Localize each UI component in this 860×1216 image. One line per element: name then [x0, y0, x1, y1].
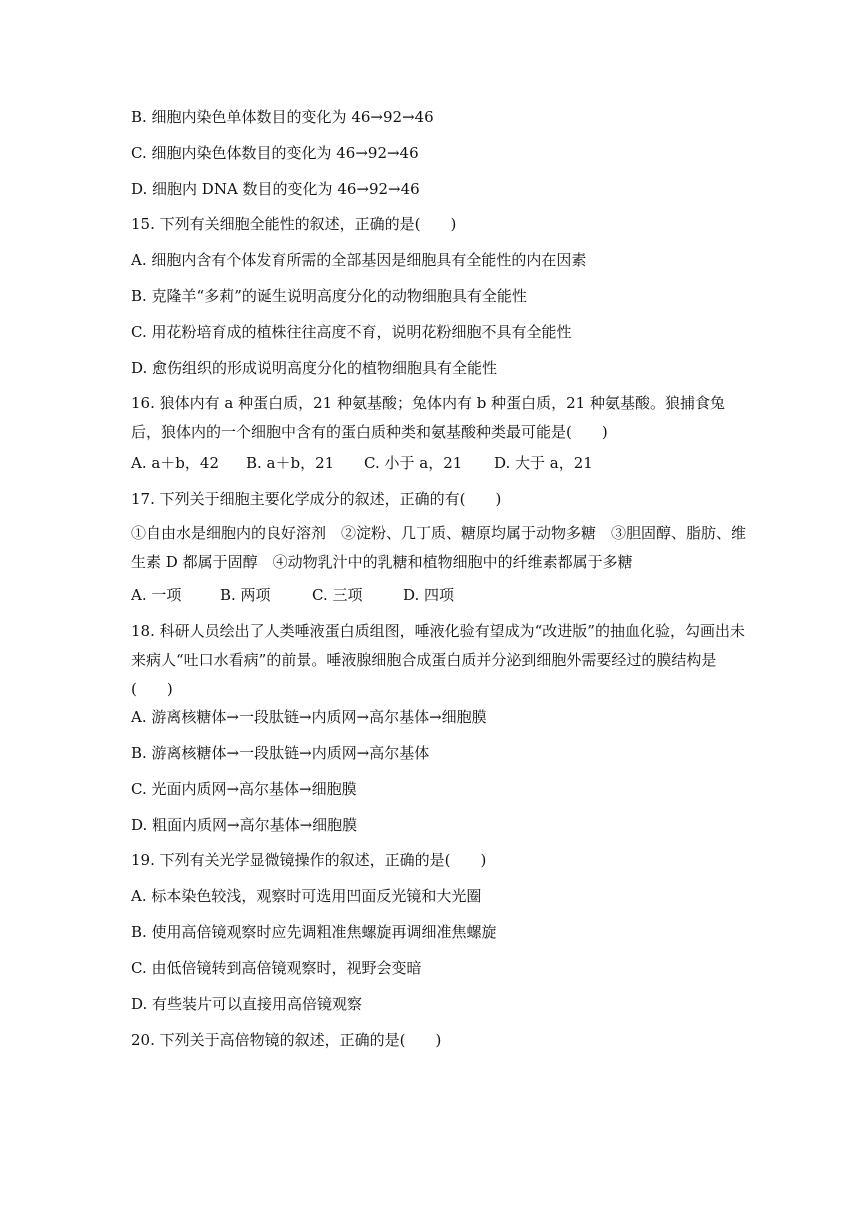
q16-options: [131, 451, 751, 475]
question-19: 19. 下列有关光学显微镜操作的叙述，正确的是( ): [131, 851, 487, 869]
q14-option-b: B. 细胞内染色单体数目的变化为 46→92→46: [131, 108, 434, 126]
q18-option-b: B. 游离核糖体→一段肽链→内质网→高尔基体: [131, 744, 430, 762]
q19-option-c: C. 由低倍镜转到高倍镜观察时，视野会变暗: [131, 959, 422, 977]
q19-option-b: B. 使用高倍镜观察时应先调粗准焦螺旋再调细准焦螺旋: [131, 923, 497, 941]
q15-option-d: D. 愈伤组织的形成说明高度分化的植物细胞具有全能性: [131, 359, 498, 377]
q14-option-c: C. 细胞内染色体数目的变化为 46→92→46: [131, 144, 419, 162]
q19-option-a: A. 标本染色较浅，观察时可选用凹面反光镜和大光圈: [131, 887, 482, 905]
q15-option-a: A. 细胞内含有个体发育所需的全部基因是细胞具有全能性的内在因素: [131, 251, 587, 269]
q15-option-b: B. 克隆羊“多莉”的诞生说明高度分化的动物细胞具有全能性: [131, 287, 527, 305]
question-15: 15. 下列有关细胞全能性的叙述，正确的是( ): [131, 215, 457, 233]
q17-option-d: D. 四项: [403, 586, 455, 604]
q15-option-c: C. 用花粉培育成的植株往往高度不育，说明花粉细胞不具有全能性: [131, 323, 572, 341]
q14-option-d: D. 细胞内 DNA 数目的变化为 46→92→46: [131, 180, 420, 198]
q18-option-d: D. 粗面内质网→高尔基体→细胞膜: [131, 816, 358, 834]
q18-option-a: A. 游离核糖体→一段肽链→内质网→高尔基体→细胞膜: [131, 708, 487, 726]
q17-option-a: A. 一项: [131, 586, 182, 604]
q16-option-d: D. 大于 a，21: [494, 454, 593, 472]
q16-option-c: C. 小于 a，21: [364, 454, 463, 472]
q16-option-b: B. a＋b，21: [246, 454, 335, 472]
question-16: 16. 狼体内有 a 种蛋白质，21 种氨基酸；兔体内有 b 种蛋白质，21 种氨基酸。狼捕食兔后，狼体内的一个细胞中含有的蛋白质种类和氨基酸种类最可能是( ): [131, 394, 725, 441]
question-20: 20. 下列关于高倍物镜的叙述，正确的是( ): [131, 1031, 442, 1049]
question-17: 17. 下列关于细胞主要化学成分的叙述，正确的有( ): [131, 490, 502, 508]
q17-option-b: B. 两项: [220, 586, 271, 604]
q17-option-c: C. 三项: [312, 586, 363, 604]
q17-statements: ①自由水是细胞内的良好溶剂 ②淀粉、几丁质、糖原均属于动物多糖 ③胆固醇、脂肪、维生素 D 都属于固醇 ④动物乳汁中的乳糖和植物细胞中的纤维素都属于多糖: [131, 524, 747, 571]
question-18: 18. 科研人员绘出了人类唾液蛋白质组图，唾液化验有望成为“改进版”的抽血化验，勾画出未来病人“吐口水看病”的前景。唾液腺细胞合成蛋白质并分泌到细胞外需要经过的膜结构是( ): [131, 622, 745, 698]
q19-option-d: D. 有些装片可以直接用高倍镜观察: [131, 995, 363, 1013]
q17-options: [131, 583, 751, 607]
q16-option-a: A. a＋b，42: [131, 454, 220, 472]
q18-option-c: C. 光面内质网→高尔基体→细胞膜: [131, 780, 357, 798]
